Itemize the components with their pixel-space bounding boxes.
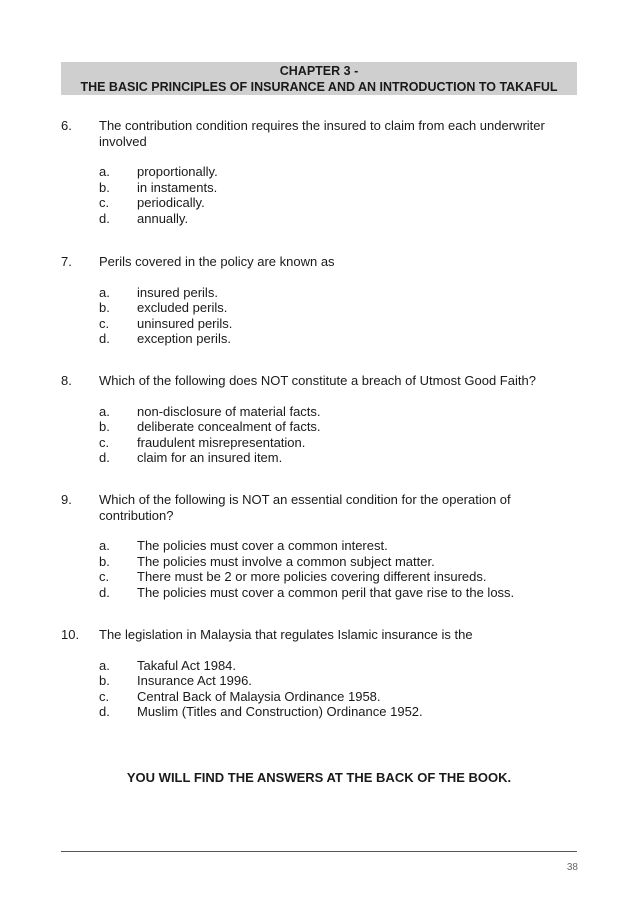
answers-note: YOU WILL FIND THE ANSWERS AT THE BACK OF THE BOOK.	[126, 770, 512, 785]
option-text: exception perils.	[137, 331, 231, 346]
option-a	[99, 285, 581, 301]
option-d	[99, 450, 581, 466]
option-letter: a.	[99, 657, 110, 673]
option-letter: d.	[99, 584, 110, 600]
option-letter: a.	[99, 164, 110, 179]
option-text: The policies must cover a common interest.	[137, 538, 388, 553]
option-text: insured perils.	[137, 284, 218, 300]
question-number: 7.	[61, 254, 72, 269]
option-text: deliberate concealment of facts.	[137, 419, 321, 434]
option-letter: c.	[99, 434, 110, 450]
option-letter: c.	[99, 688, 110, 704]
question-10	[61, 627, 581, 720]
option-letter: b.	[99, 553, 110, 569]
option-d	[99, 585, 581, 601]
option-letter: b.	[99, 673, 110, 688]
option-c	[99, 689, 581, 705]
chapter-subtitle: THE BASIC PRINCIPLES OF INSURANCE AND AN INTRODUCTION TO TAKAFUL	[80, 80, 558, 94]
option-text: Central Back of Malaysia Ordinance 1958.	[137, 688, 381, 704]
option-letter: d.	[99, 450, 110, 465]
option-text: claim for an insured item.	[137, 450, 283, 465]
option-text: There must be 2 or more policies covering different insureds.	[137, 569, 487, 584]
option-letter: b.	[99, 419, 110, 434]
question-stem: Which of the following does NOT constitute a breach of Utmost Good Faith?	[99, 373, 536, 388]
option-c	[99, 316, 581, 332]
option-d	[99, 704, 581, 720]
option-letter: a.	[99, 538, 110, 553]
option-a	[99, 538, 581, 554]
option-text: The policies must cover a common peril that gave rise to the loss.	[137, 584, 515, 600]
option-letter: d.	[99, 331, 110, 346]
option-text: non-disclosure of material facts.	[137, 403, 321, 419]
option-text: Insurance Act 1996.	[137, 673, 252, 688]
question-number: 8.	[61, 373, 72, 388]
option-text: in instaments.	[137, 179, 218, 195]
option-text: Muslim (Titles and Construction) Ordinance 1952.	[137, 704, 423, 719]
question-number: 10.	[61, 627, 80, 642]
question-stem: Which of the following is NOT an essential condition for the operation of contribution?	[99, 492, 511, 523]
option-text: proportionally.	[137, 164, 218, 179]
option-a	[99, 164, 581, 180]
question-stem: The contribution condition requires the insured to claim from each underwriter involved	[99, 118, 545, 149]
option-text: annually.	[137, 210, 189, 226]
option-c	[99, 195, 581, 211]
page-number: 38	[566, 862, 578, 873]
option-letter: d.	[99, 210, 110, 226]
option-letter: c.	[99, 315, 110, 331]
option-d	[99, 331, 581, 347]
option-text: excluded perils.	[137, 300, 228, 315]
option-letter: a.	[99, 403, 110, 419]
question-number: 9.	[61, 492, 72, 507]
option-letter: b.	[99, 300, 110, 315]
option-b	[99, 419, 581, 435]
option-b	[99, 554, 581, 570]
option-letter: c.	[99, 195, 110, 210]
option-c	[99, 435, 581, 451]
question-6	[61, 118, 581, 226]
question-8	[61, 373, 581, 466]
option-a	[99, 404, 581, 420]
option-b	[99, 300, 581, 316]
option-letter: c.	[99, 569, 110, 584]
option-text: fraudulent misrepresentation.	[137, 434, 306, 450]
option-a	[99, 658, 581, 674]
option-c	[99, 569, 581, 585]
option-b	[99, 180, 581, 196]
chapter-title: CHAPTER 3 -	[279, 64, 359, 78]
option-letter: b.	[99, 179, 110, 195]
question-9	[61, 492, 581, 600]
chapter-header	[61, 62, 577, 95]
option-text: uninsured perils.	[137, 315, 233, 331]
option-text: Takaful Act 1984.	[137, 657, 237, 673]
question-stem: The legislation in Malaysia that regulates Islamic insurance is the	[99, 627, 473, 642]
footer-divider	[61, 851, 577, 852]
option-letter: d.	[99, 704, 110, 719]
option-text: The policies must involve a common subject matter.	[137, 553, 435, 569]
option-letter: a.	[99, 284, 110, 300]
question-7	[61, 254, 581, 347]
question-number: 6.	[61, 118, 72, 133]
option-d	[99, 211, 581, 227]
question-stem: Perils covered in the policy are known as	[99, 254, 335, 269]
option-b	[99, 673, 581, 689]
option-text: periodically.	[137, 195, 205, 210]
